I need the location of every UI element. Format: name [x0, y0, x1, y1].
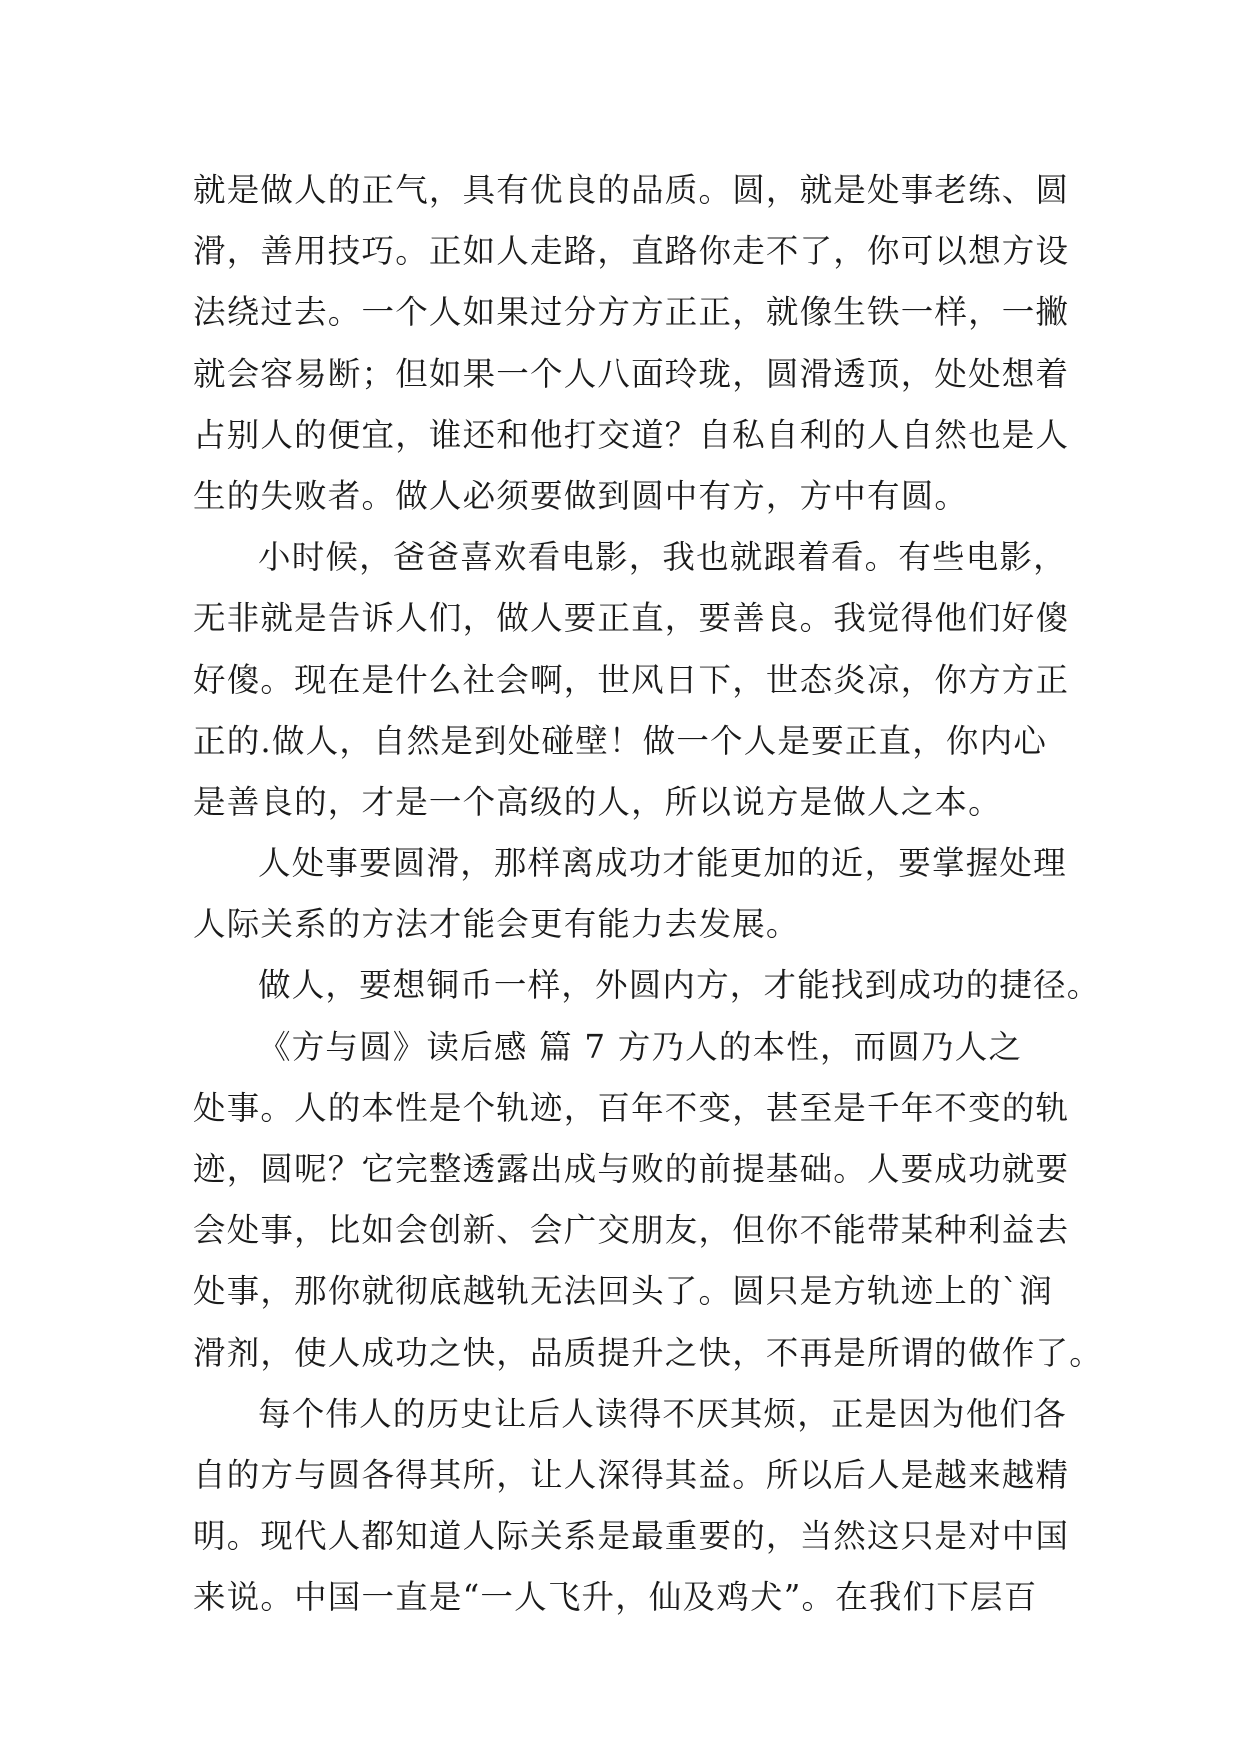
- body-text: [193, 160, 1103, 1629]
- text-line: 做人，要想铜币一样，外圆内方，才能找到成功的捷径。: [258, 966, 1101, 1005]
- text-line: 人处事要圆滑，那样离成功才能更加的近，要掌握处理: [258, 844, 1067, 883]
- text-line: 迹，圆呢？它完整透露出成与败的前提基础。人要成功就要: [193, 1150, 1070, 1188]
- text-line: 滑剂，使人成功之快，品质提升之快，不再是所谓的做作了。: [193, 1333, 1103, 1372]
- text-line: 人际关系的方法才能会更有能力去发展。: [193, 905, 800, 944]
- text-line: 滑，善用技巧。正如人走路，直路你走不了，你可以想方设: [193, 232, 1070, 271]
- text-line: 是善良的，才是一个高级的人，所以说方是做人之本。: [193, 782, 1002, 821]
- text-line: 自的方与圆各得其所，让人深得其益。所以后人是越来越精: [193, 1455, 1070, 1494]
- text-line: 处事，那你就彻底越轨无法回头了。圆只是方轨迹上的`润: [193, 1272, 1053, 1311]
- text-line: 小时候，爸爸喜欢看电影，我也就跟着看。有些电影，: [258, 538, 1067, 577]
- text-line: 生的失败者。做人必须要做到圆中有方，方中有圆。: [193, 476, 969, 515]
- text-line: 占别人的便宜，谁还和他打交道？自私自利的人自然也是人: [193, 415, 1070, 454]
- text-line: 法绕过去。一个人如果过分方方正正，就像生铁一样，一撇: [193, 293, 1070, 332]
- text-line: 会处事，比如会创新、会广交朋友，但你不能带某种利益去: [193, 1211, 1070, 1250]
- text-line: 就是做人的正气，具有优良的品质。圆，就是处事老练、圆: [193, 171, 1070, 209]
- text-line: 就会容易断；但如果一个人八面玲珑，圆滑透顶，处处想着: [193, 354, 1070, 393]
- text-line: 正的.做人，自然是到处碰壁！做一个人是要正直，你内心: [193, 721, 1048, 760]
- text-line: 每个伟人的历史让后人读得不厌其烦，正是因为他们各: [258, 1394, 1067, 1433]
- text-line: 明。现代人都知道人际关系是最重要的，当然这只是对中国: [193, 1517, 1070, 1556]
- text-line: 好傻。现在是什么社会啊，世风日下，世态炎凉，你方方正: [193, 660, 1070, 699]
- text-line: 处事。人的本性是个轨迹，百年不变，甚至是千年不变的轨: [193, 1088, 1070, 1127]
- text-line: 无非就是告诉人们，做人要正直，要善良。我觉得他们好傻: [193, 599, 1070, 638]
- text-line: 《方与圆》读后感 篇 7 方乃人的本性，而圆乃人之: [258, 1027, 1023, 1066]
- text-line: 来说。中国一直是“一人飞升，仙及鸡犬”。在我们下层百: [193, 1578, 1038, 1617]
